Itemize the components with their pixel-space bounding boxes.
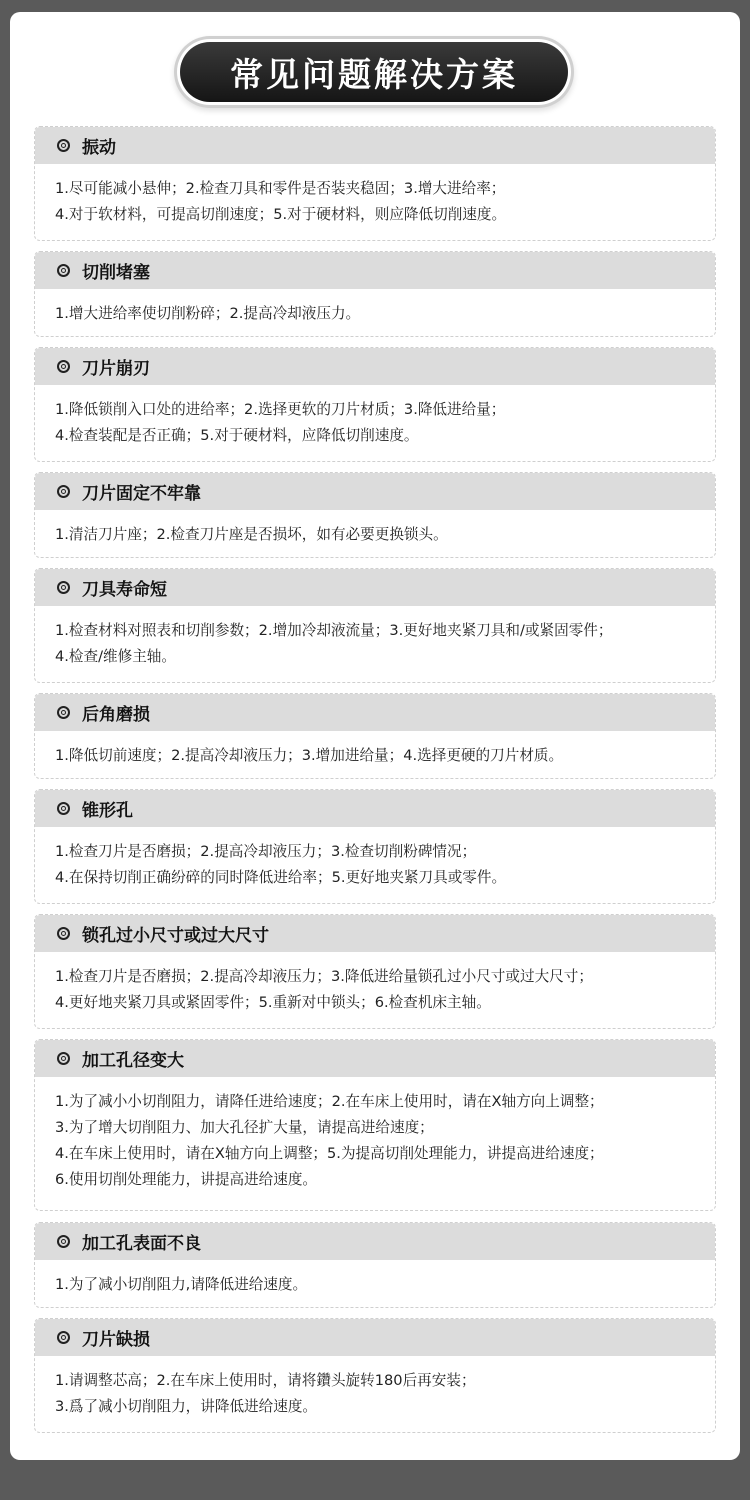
section-line: 1.检查刀片是否磨损；2.提高冷却液压力；3.检查切削粉碑情况； xyxy=(55,843,477,860)
section-body xyxy=(35,731,715,769)
section-body xyxy=(35,164,715,228)
bullseye-icon xyxy=(57,581,70,594)
bullseye-icon xyxy=(57,802,70,815)
section-line: 4.检查装配是否正确；5.对于硬材料，应降低切削速度。 xyxy=(55,427,419,444)
section-header xyxy=(35,915,715,952)
section-line: 1.检查刀片是否磨损；2.提高冷却液压力；3.降低进给量锁孔过小尺寸或过大尺寸； xyxy=(55,968,593,985)
section-header xyxy=(35,569,715,606)
section-line: 4.更好地夹紧刀具或紧固零件；5.重新对中锁头；6.检查机床主轴。 xyxy=(55,994,491,1011)
section-line: 4.在保持切削正确纷碎的同时降低进给率；5.更好地夹紧刀具或零件。 xyxy=(55,869,507,886)
faq-section-vibration xyxy=(34,126,716,241)
bullseye-icon xyxy=(57,1052,70,1065)
section-heading: 锁孔过小尺寸或过大尺寸 xyxy=(82,926,269,946)
section-header xyxy=(35,127,715,164)
faq-section-short-tool-life xyxy=(34,568,716,683)
section-line: 4.在车床上使用时，请在X轴方向上调整；5.为提高切削处理能力，讲提高进给速度； xyxy=(55,1145,604,1162)
bullseye-icon xyxy=(57,927,70,940)
faq-section-hole-size xyxy=(34,914,716,1029)
section-heading: 刀片固定不牢靠 xyxy=(82,484,201,504)
faq-section-tapered-hole xyxy=(34,789,716,904)
bullseye-icon xyxy=(57,485,70,498)
section-line: 1.尽可能减小悬伸；2.检查刀具和零件是否装夹稳固；3.增大进给率； xyxy=(55,180,506,197)
faq-section-insert-breakage xyxy=(34,1318,716,1433)
section-line: 6.使用切削处理能力，讲提高进给速度。 xyxy=(55,1171,318,1188)
faq-section-hole-enlarged xyxy=(34,1039,716,1211)
section-heading: 后角磨损 xyxy=(82,705,150,725)
section-heading: 切削堵塞 xyxy=(82,263,150,283)
section-header xyxy=(35,694,715,731)
section-line: 1.清洁刀片座；2.检查刀片座是否损坏，如有必要更换锁头。 xyxy=(55,526,448,543)
section-line: 1.为了减小切削阻力,请降低进给速度。 xyxy=(55,1276,308,1293)
section-body xyxy=(35,606,715,670)
section-line: 1.为了减小小切削阻力，请降任进给速度；2.在车床上使用时，请在X轴方向上调整； xyxy=(55,1093,604,1110)
section-heading: 加工孔表面不良 xyxy=(82,1234,201,1254)
faq-section-insert-loose xyxy=(34,472,716,558)
faq-section-poor-surface xyxy=(34,1222,716,1308)
section-heading: 振动 xyxy=(82,138,116,158)
bullseye-icon xyxy=(57,706,70,719)
section-header xyxy=(35,348,715,385)
section-heading: 加工孔径变大 xyxy=(82,1051,184,1071)
section-header xyxy=(35,1319,715,1356)
section-line: 1.降低切前速度；2.提高冷却液压力；3.增加进给量；4.选择更硬的刀片材质。 xyxy=(55,747,564,764)
section-header xyxy=(35,252,715,289)
bullseye-icon xyxy=(57,1235,70,1248)
faq-section-insert-chipping xyxy=(34,347,716,462)
section-body xyxy=(35,1356,715,1420)
section-line: 3.爲了减小切削阻力，讲降低进给速度。 xyxy=(55,1398,318,1415)
bullseye-icon xyxy=(57,360,70,373)
faq-section-chip-clogging xyxy=(34,251,716,337)
section-body xyxy=(35,289,715,327)
section-heading: 刀片崩刃 xyxy=(82,359,150,379)
section-body xyxy=(35,1077,715,1193)
section-body xyxy=(35,510,715,548)
section-heading: 刀具寿命短 xyxy=(82,580,167,600)
section-line: 3.为了增大切削阻力、加大孔径扩大量，请提高进给速度； xyxy=(55,1119,434,1136)
section-header xyxy=(35,1223,715,1260)
page-title: 常见问题解决方案 xyxy=(180,42,568,102)
section-line: 4.对于软材料，可提高切削速度；5.对于硬材料，则应降低切削速度。 xyxy=(55,206,507,223)
section-header xyxy=(35,790,715,827)
section-body xyxy=(35,385,715,449)
bullseye-icon xyxy=(57,264,70,277)
section-body xyxy=(35,952,715,1016)
section-line: 1.增大进给率使切削粉碎；2.提高冷却液压力。 xyxy=(55,305,361,322)
section-line: 1.检查材料对照表和切削参数；2.增加冷却液流量；3.更好地夹紧刀具和/或紧固零件； xyxy=(55,622,613,639)
bullseye-icon xyxy=(57,1331,70,1344)
section-heading: 刀片缺损 xyxy=(82,1330,150,1350)
section-heading: 锥形孔 xyxy=(82,801,133,821)
section-line: 1.请调整芯高；2.在车床上使用时，请将鑽头旋转180后再安装； xyxy=(55,1372,476,1389)
section-line: 4.检查/维修主轴。 xyxy=(55,648,176,665)
bullseye-icon xyxy=(57,139,70,152)
section-line: 1.降低锁削入口处的进给率；2.选择更软的刀片材质；3.降低进给量； xyxy=(55,401,506,418)
faq-section-flank-wear xyxy=(34,693,716,779)
section-header xyxy=(35,473,715,510)
section-body xyxy=(35,827,715,891)
section-header xyxy=(35,1040,715,1077)
section-body xyxy=(35,1260,715,1298)
